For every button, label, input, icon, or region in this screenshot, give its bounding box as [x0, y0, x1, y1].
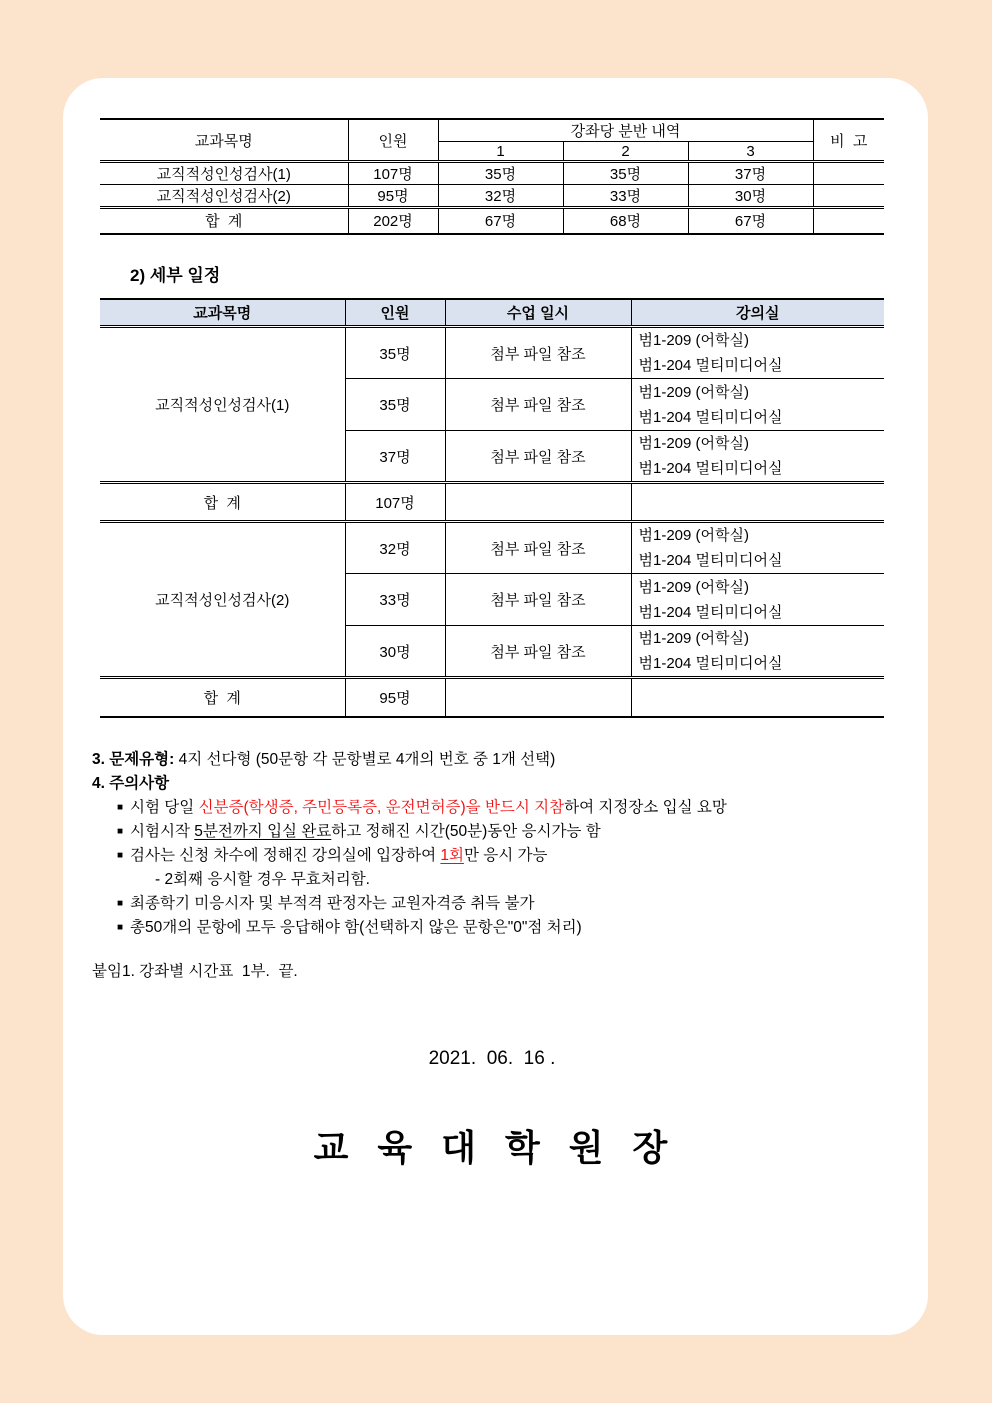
caution-text: 하고 정해진 시간(50분)동안 응시가능 함 [331, 822, 601, 840]
cell-subject: 교직적성인성검사(2) [100, 522, 345, 678]
cell-time: 첨부 파일 참조 [445, 626, 631, 678]
cell-count: 35명 [345, 379, 445, 431]
cell-total: 202명 [348, 208, 438, 234]
cell-room [631, 574, 884, 626]
cell-total: 95명 [345, 678, 445, 717]
cell-c2: 33명 [563, 185, 688, 208]
header-count: 인원 [348, 119, 438, 162]
cell-time: 첨부 파일 참조 [445, 574, 631, 626]
cell-c1: 67명 [438, 208, 563, 234]
table-total-row [100, 483, 884, 522]
cell-subject: 교직적성인성검사(2) [100, 185, 348, 208]
header-col-1: 1 [438, 142, 563, 162]
attachment-line: 붙임1. 강좌별 시간표 1부. 끝. [92, 962, 298, 980]
caution-text: 시험시작 [130, 822, 195, 840]
cell-note [813, 208, 884, 234]
room-line-1: 범1-209 (어학실) [638, 383, 749, 401]
cell-total: 107명 [345, 483, 445, 522]
cell-empty [631, 483, 884, 522]
room-line-2: 범1-204 멀티미디어실 [638, 603, 783, 621]
room-line-2: 범1-204 멀티미디어실 [638, 655, 783, 672]
cell-empty [631, 678, 884, 717]
caution-text: 하여 지정장소 입실 요망 [564, 798, 727, 816]
table-total-row [100, 208, 884, 234]
document-page [63, 78, 928, 1335]
cell-c3: 37명 [688, 162, 813, 185]
header-col-2: 2 [563, 142, 688, 162]
header-count: 인원 [345, 299, 445, 327]
room-line-1: 범1-209 (어학실) [638, 332, 749, 349]
caution-text: 검사는 신청 차수에 정해진 강의실에 입장하여 [130, 846, 441, 864]
signature-title: 교 육 대 학 원 장 [313, 1126, 671, 1168]
caution-item [92, 820, 884, 844]
cell-count: 37명 [345, 431, 445, 483]
note-cautions-heading: 4. 주의사항 [92, 774, 170, 792]
bullet-square-icon: ■ [117, 801, 124, 813]
caution-text: 시험 당일 [130, 798, 199, 816]
note-question-type-text: 4지 선다형 (50문항 각 문항별로 4개의 번호 중 1개 선택) [174, 750, 556, 768]
table-header-row [100, 119, 884, 142]
caution-text: 총50개의 문항에 모두 응답해야 함(선택하지 않은 문항은"0"점 처리) [130, 918, 582, 936]
room-line-2: 범1-204 멀티미디어실 [638, 408, 783, 426]
note-question-type-label: 3. 문제유형: [92, 750, 175, 768]
table-row [100, 162, 884, 185]
table-row [100, 327, 884, 379]
cell-empty [445, 483, 631, 522]
cell-count: 33명 [345, 574, 445, 626]
cell-total: 107명 [348, 162, 438, 185]
class-split-table [100, 118, 884, 235]
bullet-square-icon: ■ [117, 825, 124, 837]
caution-item [92, 892, 884, 916]
caution-item [92, 796, 884, 820]
bullet-square-icon: ■ [117, 897, 124, 909]
caution-item [92, 916, 884, 940]
header-note: 비 고 [813, 119, 884, 162]
room-line-2: 범1-204 멀티미디어실 [638, 460, 783, 477]
cell-total-label: 합 계 [203, 689, 241, 707]
document-content [63, 78, 928, 1171]
room-line-1: 범1-209 (어학실) [638, 435, 749, 452]
cell-total: 95명 [348, 185, 438, 208]
cell-time: 첨부 파일 참조 [445, 327, 631, 379]
cell-subject: 교직적성인성검사(1) [100, 327, 345, 483]
caution-text: 최종학기 미응시자 및 부적격 판정자는 교원자격증 취득 불가 [130, 894, 535, 912]
caution-text: 만 응시 가능 [463, 846, 548, 864]
cell-room [631, 327, 884, 379]
room-line-1: 범1-209 (어학실) [638, 527, 749, 544]
header-time: 수업 일시 [445, 299, 631, 327]
cell-total-label: 합 계 [100, 483, 345, 522]
caution-text-red: 신분증(학생증, 주민등록증, 운전면허증)을 반드시 지참 [198, 798, 565, 816]
notes-section [92, 748, 884, 984]
cell-room [631, 431, 884, 483]
table-total-row [100, 678, 884, 717]
room-line-2: 범1-204 멀티미디어실 [638, 552, 783, 569]
cell-room [631, 626, 884, 678]
cell-room [631, 379, 884, 431]
caution-item [92, 844, 884, 868]
room-line-1: 범1-209 (어학실) [638, 578, 749, 596]
cell-c3: 30명 [688, 185, 813, 208]
cell-c2: 68명 [563, 208, 688, 234]
cell-c1: 35명 [438, 162, 563, 185]
header-subject: 교과목명 [100, 299, 345, 327]
table-row [100, 522, 884, 574]
section-heading-schedule: 2) 세부 일정 [130, 265, 221, 285]
bullet-square-icon: ■ [117, 921, 124, 933]
cell-c2: 35명 [563, 162, 688, 185]
cell-count: 35명 [345, 327, 445, 379]
cell-note [813, 185, 884, 208]
room-line-1: 범1-209 (어학실) [638, 630, 749, 647]
cell-count: 30명 [345, 626, 445, 678]
header-subject: 교과목명 [100, 119, 348, 162]
caution-text-red-underlined: 1회 [440, 846, 464, 864]
header-col-3: 3 [688, 142, 813, 162]
caution-text-underlined: 5분전까지 입실 완료 [194, 822, 332, 840]
cell-room [631, 522, 884, 574]
cell-time: 첨부 파일 참조 [445, 522, 631, 574]
cell-note [813, 162, 884, 185]
bullet-square-icon: ■ [117, 849, 124, 861]
cell-subject: 교직적성인성검사(1) [100, 162, 348, 185]
caution-subitem: - 2회째 응시할 경우 무효처리함. [155, 870, 370, 888]
document-date: 2021. 06. 16 . [428, 1047, 556, 1069]
header-group: 강좌당 분반 내역 [438, 119, 813, 142]
header-room: 강의실 [631, 299, 884, 327]
schedule-table [100, 298, 884, 718]
cell-total-label: 합 계 [205, 213, 243, 231]
cell-c3: 67명 [688, 208, 813, 234]
room-line-2: 범1-204 멀티미디어실 [638, 357, 783, 374]
cell-time: 첨부 파일 참조 [445, 379, 631, 431]
cell-time: 첨부 파일 참조 [445, 431, 631, 483]
table-row [100, 185, 884, 208]
cell-c1: 32명 [438, 185, 563, 208]
cell-empty [445, 678, 631, 717]
note-question-type [92, 748, 884, 772]
cell-count: 32명 [345, 522, 445, 574]
table-header-row [100, 299, 884, 327]
